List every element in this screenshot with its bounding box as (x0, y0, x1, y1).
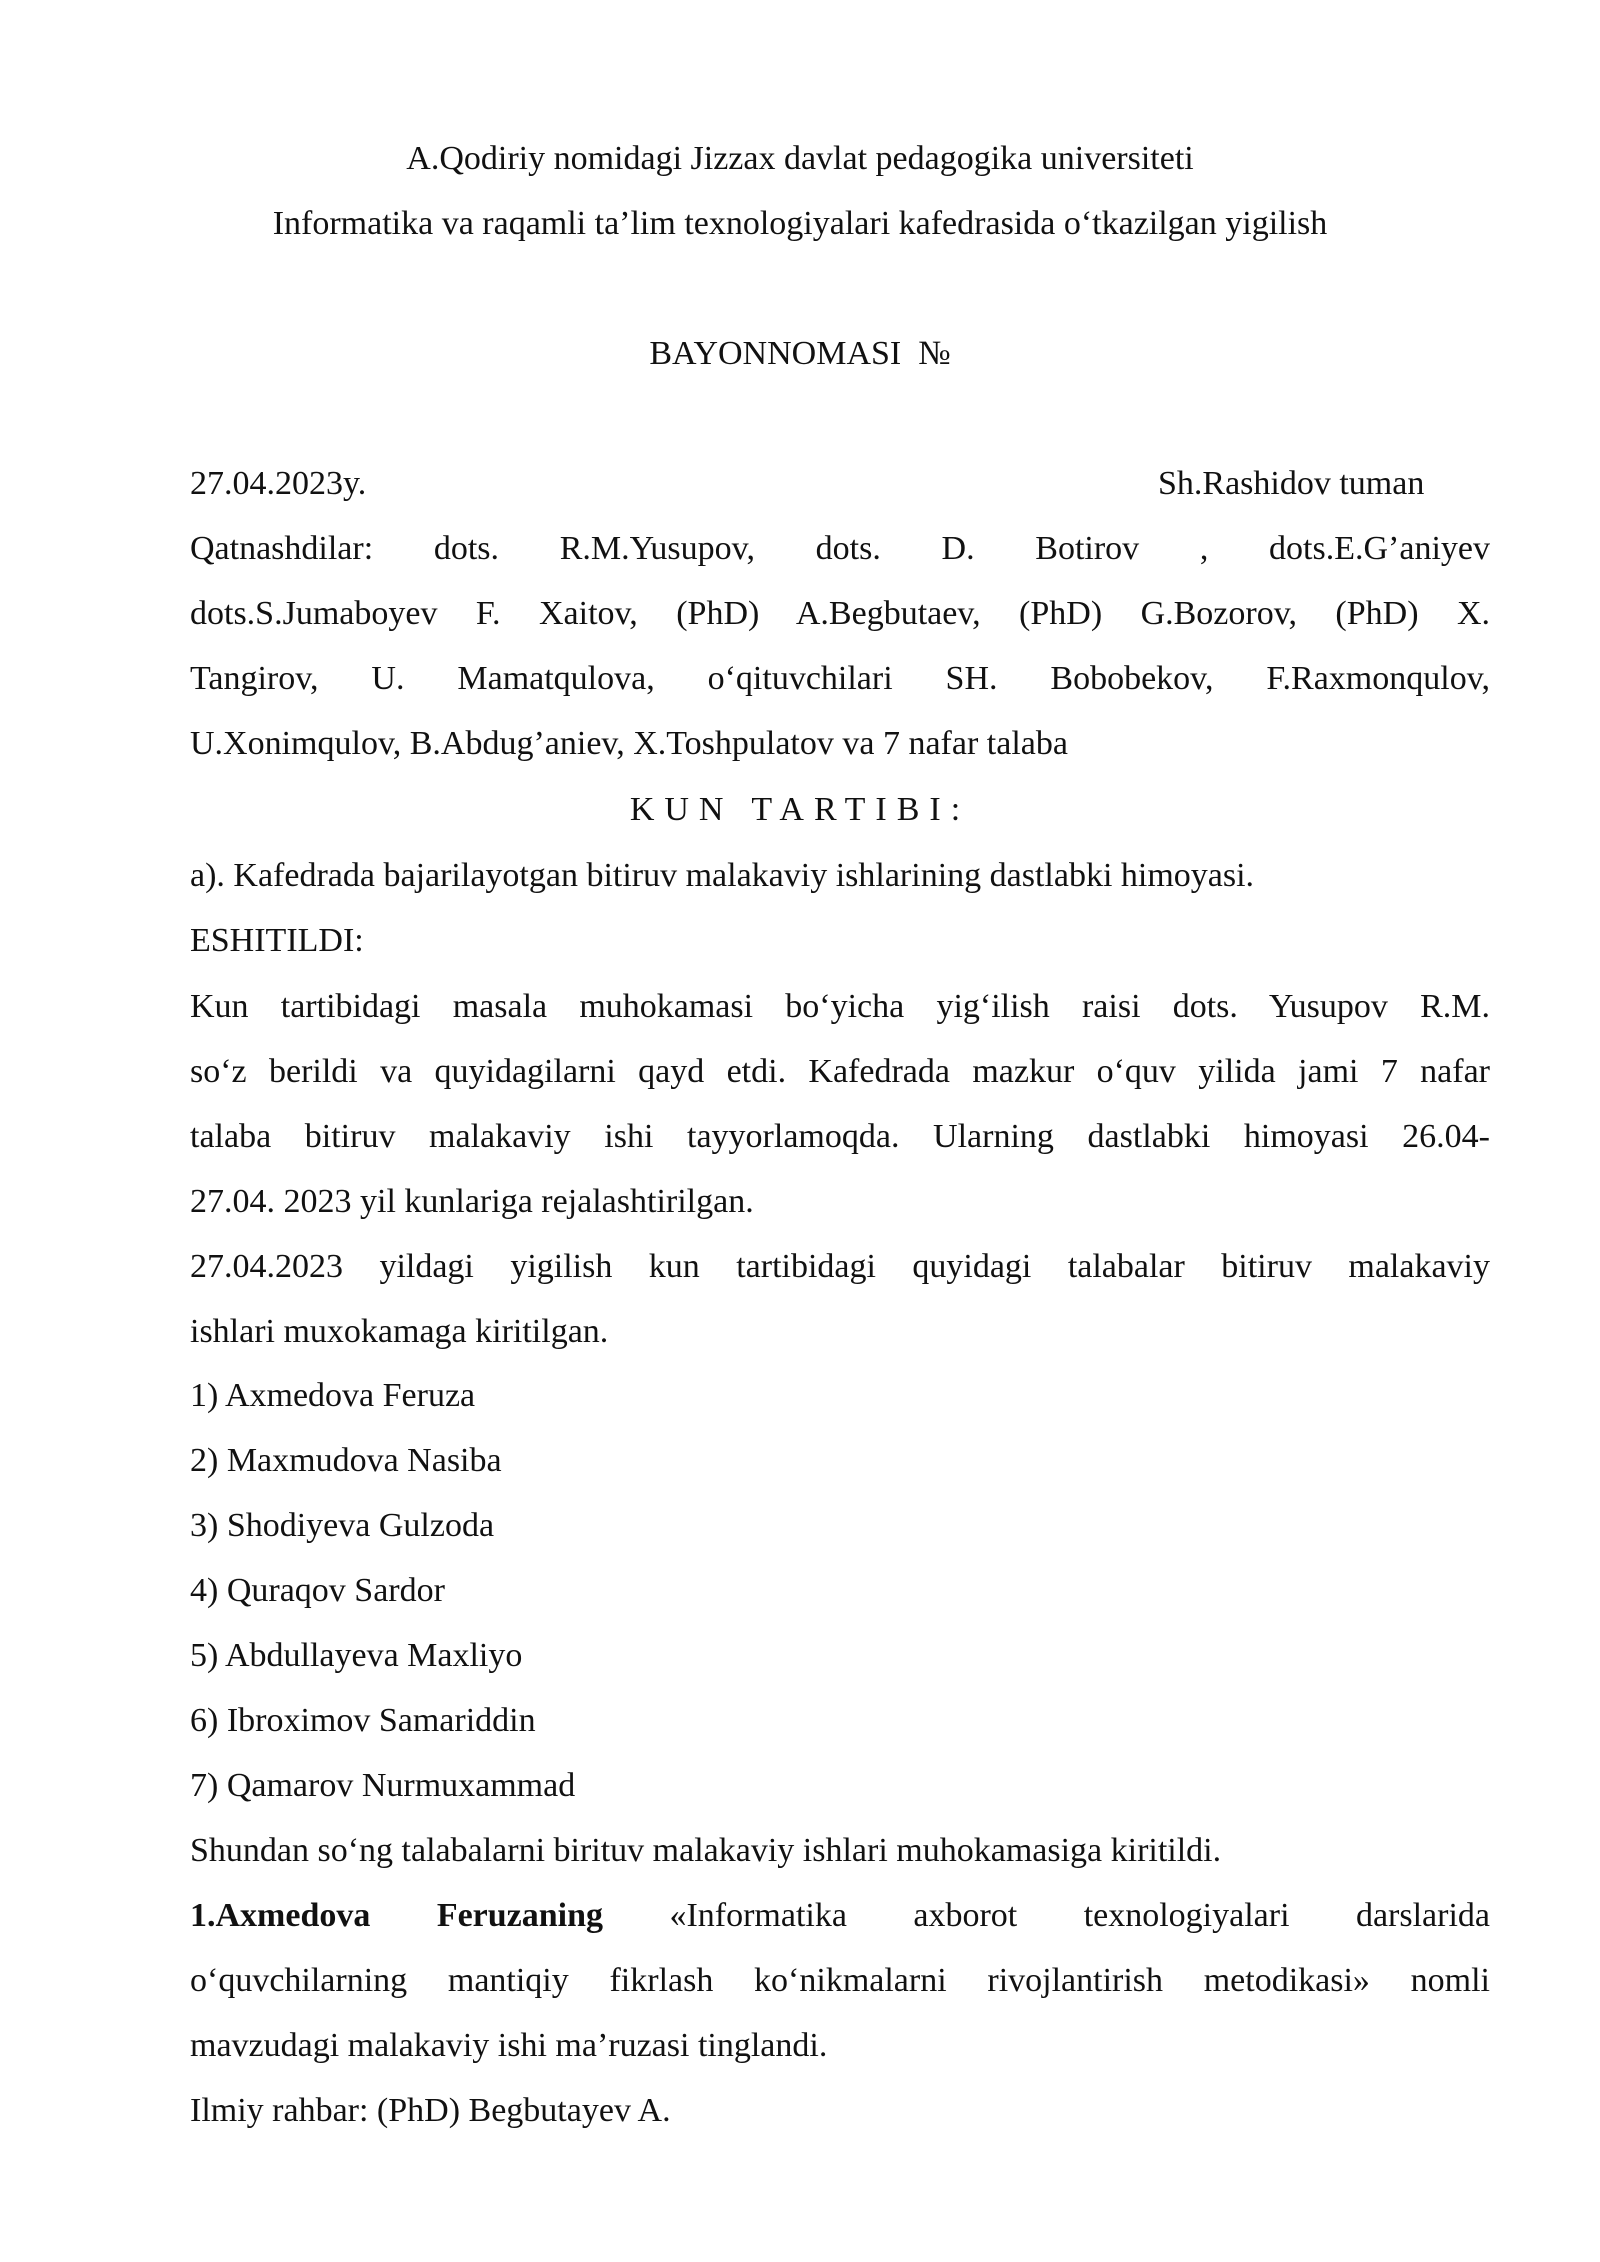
report-1-line-2: o‘quvchilarning mantiqiy fikrlash ko‘nikmalarni rivojlantirish metodikasi» nomli (190, 1962, 1490, 1999)
student-list-item: 7) Qamarov Nurmuxammad (190, 1767, 576, 1804)
meeting-place: Sh.Rashidov tuman (1158, 465, 1425, 502)
heard-label: ESHITILDI: (190, 922, 364, 959)
participants-line-2: dots.S.Jumaboyev F. Xaitov, (PhD) A.Begbutaev, (PhD) G.Bozorov, (PhD) X. (190, 595, 1490, 632)
heard-paragraph-1-line-3: talaba bitiruv malakaviy ishi tayyorlamoqda. Ularning dastlabki himoyasi 26.04- (190, 1118, 1490, 1155)
student-list-item: 6) Ibroximov Samariddin (190, 1702, 536, 1739)
report-1-line-1 (190, 1883, 1490, 1948)
heard-paragraph-1-line-4: 27.04. 2023 yil kunlariga rejalashtirilgan. (190, 1183, 754, 1220)
report-1-topic-start: «Informatika axborot texnologiyalari darslarida (603, 1897, 1490, 1934)
document-title: BAYONNOMASI № (649, 335, 951, 372)
heard-paragraph-1-line-2: so‘z berildi va quyidagilarni qayd etdi. Kafedrada mazkur o‘quv yilida jami 7 nafar (190, 1053, 1490, 1090)
report-1-line-3: mavzudagi malakaviy ishi ma’ruzasi tinglandi. (190, 2027, 828, 2064)
student-list-item: 2) Maxmudova Nasiba (190, 1442, 502, 1479)
heard-paragraph-1-line-1: Kun tartibidagi masala muhokamasi bo‘yicha yig‘ilish raisi dots. Yusupov R.M. (190, 988, 1490, 1025)
student-list-item: 1) Axmedova Feruza (190, 1377, 476, 1414)
closing-sentence: Shundan so‘ng talabalarni birituv malakaviy ishlari muhokamasiga kiritildi. (190, 1832, 1222, 1869)
meeting-date: 27.04.2023y. (190, 465, 367, 502)
student-name-bold: 1.Axmedova Feruzaning (190, 1897, 604, 1934)
heard-paragraph-2-line-2: ishlari muxokamaga kiritilgan. (190, 1313, 609, 1350)
university-name: A.Qodiriy nomidagi Jizzax davlat pedagogika universiteti (406, 140, 1194, 177)
department-line: Informatika va raqamli ta’lim texnologiyalari kafedrasida o‘tkazilgan yigilish (272, 205, 1328, 242)
participants-line-1: Qatnashdilar: dots. R.M.Yusupov, dots. D. Botirov , dots.E.G’aniyev (190, 530, 1490, 567)
heard-paragraph-2-line-1: 27.04.2023 yildagi yigilish kun tartibidagi quyidagi talabalar bitiruv malakaviy (190, 1248, 1490, 1285)
participants-line-3: Tangirov, U. Mamatqulova, o‘qituvchilari SH. Bobobekov, F.Raxmonqulov, (190, 660, 1490, 697)
student-list-item: 4) Quraqov Sardor (190, 1572, 445, 1609)
student-list-item: 5) Abdullayeva Maxliyo (190, 1637, 523, 1674)
scientific-advisor: Ilmiy rahbar: (PhD) Begbutayev A. (190, 2092, 671, 2129)
agenda-title: KUN TARTIBI: (629, 791, 971, 828)
agenda-item-a: a). Kafedrada bajarilayotgan bitiruv malakaviy ishlarining dastlabki himoyasi. (190, 857, 1255, 894)
student-list-item: 3) Shodiyeva Gulzoda (190, 1507, 495, 1544)
participants-line-4: U.Xonimqulov, B.Abdug’aniev, X.Toshpulatov va 7 nafar talaba (190, 725, 1068, 762)
